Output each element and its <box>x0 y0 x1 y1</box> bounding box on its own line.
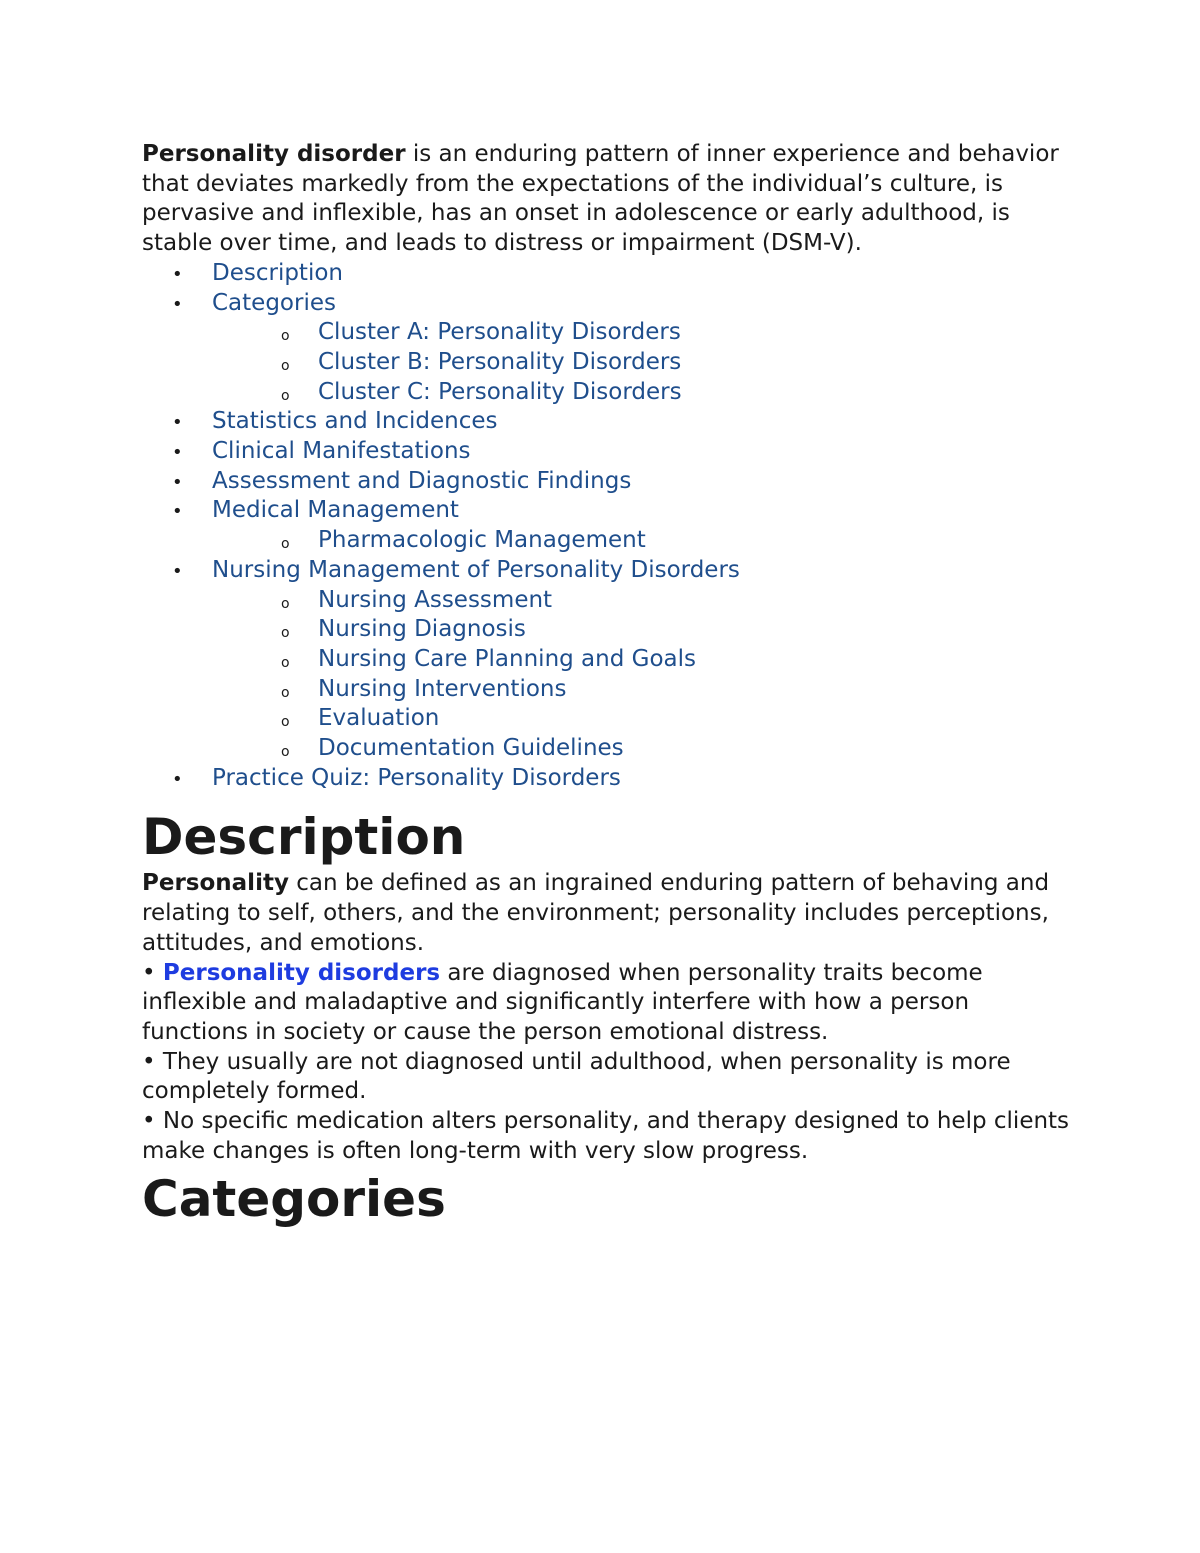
bullet-prefix: • <box>142 959 163 986</box>
toc-link-clinical-manifestations[interactable]: Clinical Manifestations <box>212 438 471 465</box>
toc-link-cluster-a[interactable]: Cluster A: Personality Disorders <box>318 319 681 346</box>
table-of-contents <box>142 259 1082 794</box>
toc-subitem-pharmacologic <box>142 526 1082 556</box>
bullet-icon: • <box>172 768 183 790</box>
toc-item-categories <box>142 289 1082 319</box>
toc-link-evaluation[interactable]: Evaluation <box>318 705 440 732</box>
toc-subitem-cluster-a <box>142 318 1082 348</box>
bullet-icon: • <box>172 471 183 493</box>
toc-link-assessment[interactable]: Assessment and Diagnostic Findings <box>212 467 632 494</box>
toc-subitem-care-planning <box>142 645 1082 675</box>
circle-bullet-icon: o <box>281 744 290 761</box>
toc-subitem-cluster-c <box>142 378 1082 408</box>
toc-link-nursing-diagnosis[interactable]: Nursing Diagnosis <box>318 616 526 643</box>
toc-item-description <box>142 259 1082 289</box>
description-bullet-3: • No specific medication alters personality, and therapy designed to help clients make changes is often long-term with very slow progress. <box>142 1108 1070 1164</box>
intro-term: Personality disorder <box>142 141 406 167</box>
description-heading: Description <box>142 808 466 867</box>
circle-bullet-icon: o <box>281 714 290 731</box>
toc-link-categories[interactable]: Categories <box>212 289 336 316</box>
circle-bullet-icon: o <box>281 536 290 553</box>
toc-link-statistics[interactable]: Statistics and Incidences <box>212 408 498 435</box>
circle-bullet-icon: o <box>281 387 290 404</box>
toc-item-statistics <box>142 407 1082 437</box>
toc-subitem-cluster-b <box>142 348 1082 378</box>
bullet-icon: • <box>172 412 183 434</box>
circle-bullet-icon: o <box>281 357 290 374</box>
toc-subitem-nursing-assessment <box>142 586 1082 616</box>
bullet-1-text: are diagnosed when personality traits become inflexible and maladaptive and significantly interfere with how a person functions in society or cause the person emotional distress. <box>142 959 983 1045</box>
bullet-icon: • <box>172 442 183 464</box>
document-page <box>142 140 1082 1231</box>
description-bullet-1 <box>142 959 1082 1048</box>
circle-bullet-icon: o <box>281 654 290 671</box>
toc-link-interventions[interactable]: Nursing Interventions <box>318 675 567 702</box>
toc-item-assessment <box>142 467 1082 497</box>
bullet-icon: • <box>172 263 183 285</box>
toc-link-description[interactable]: Description <box>212 259 343 286</box>
bullet-icon: • <box>172 560 183 582</box>
circle-bullet-icon: o <box>281 595 290 612</box>
toc-link-cluster-c[interactable]: Cluster C: Personality Disorders <box>318 378 682 405</box>
toc-link-medical-management[interactable]: Medical Management <box>212 497 459 524</box>
description-term: Personality <box>142 870 289 897</box>
toc-subitem-evaluation <box>142 704 1082 734</box>
circle-bullet-icon: o <box>281 684 290 701</box>
description-paragraph <box>142 869 1082 958</box>
bullet-icon: • <box>172 293 183 315</box>
toc-link-care-planning[interactable]: Nursing Care Planning and Goals <box>318 645 696 672</box>
toc-link-practice-quiz[interactable]: Practice Quiz: Personality Disorders <box>212 764 621 791</box>
toc-subitem-nursing-diagnosis <box>142 615 1082 645</box>
circle-bullet-icon: o <box>281 625 290 642</box>
bullet-icon: • <box>172 501 183 523</box>
toc-link-pharmacologic[interactable]: Pharmacologic Management <box>318 527 646 554</box>
circle-bullet-icon: o <box>281 328 290 345</box>
toc-item-clinical-manifestations <box>142 437 1082 467</box>
toc-link-documentation[interactable]: Documentation Guidelines <box>318 735 624 762</box>
toc-link-nursing-assessment[interactable]: Nursing Assessment <box>318 586 553 613</box>
intro-paragraph <box>142 140 1082 259</box>
toc-subitem-interventions <box>142 675 1082 705</box>
personality-disorders-link[interactable]: Personality disorders <box>162 959 441 986</box>
toc-link-nursing-management[interactable]: Nursing Management of Personality Disorders <box>212 556 740 583</box>
categories-heading: Categories <box>142 1169 446 1228</box>
toc-item-practice-quiz <box>142 764 1082 794</box>
toc-subitem-documentation <box>142 734 1082 764</box>
toc-item-nursing-management <box>142 556 1082 586</box>
toc-item-medical-management <box>142 496 1082 526</box>
intro-text: is an enduring pattern of inner experience and behavior that deviates markedly from the expectations of the individual’s culture, is pervasive and inflexible, has an onset in adolescence or early adulthood, is stable over time, and leads to distress or impairment (DSM-V). <box>142 141 1059 257</box>
description-bullet-2: • They usually are not diagnosed until adulthood, when personality is more completely formed. <box>142 1048 1011 1105</box>
description-text: can be defined as an ingrained enduring pattern of behaving and relating to self, others, and the environment; personality includes perceptions, attitudes, and emotions. <box>142 870 1050 956</box>
toc-link-cluster-b[interactable]: Cluster B: Personality Disorders <box>318 348 682 375</box>
